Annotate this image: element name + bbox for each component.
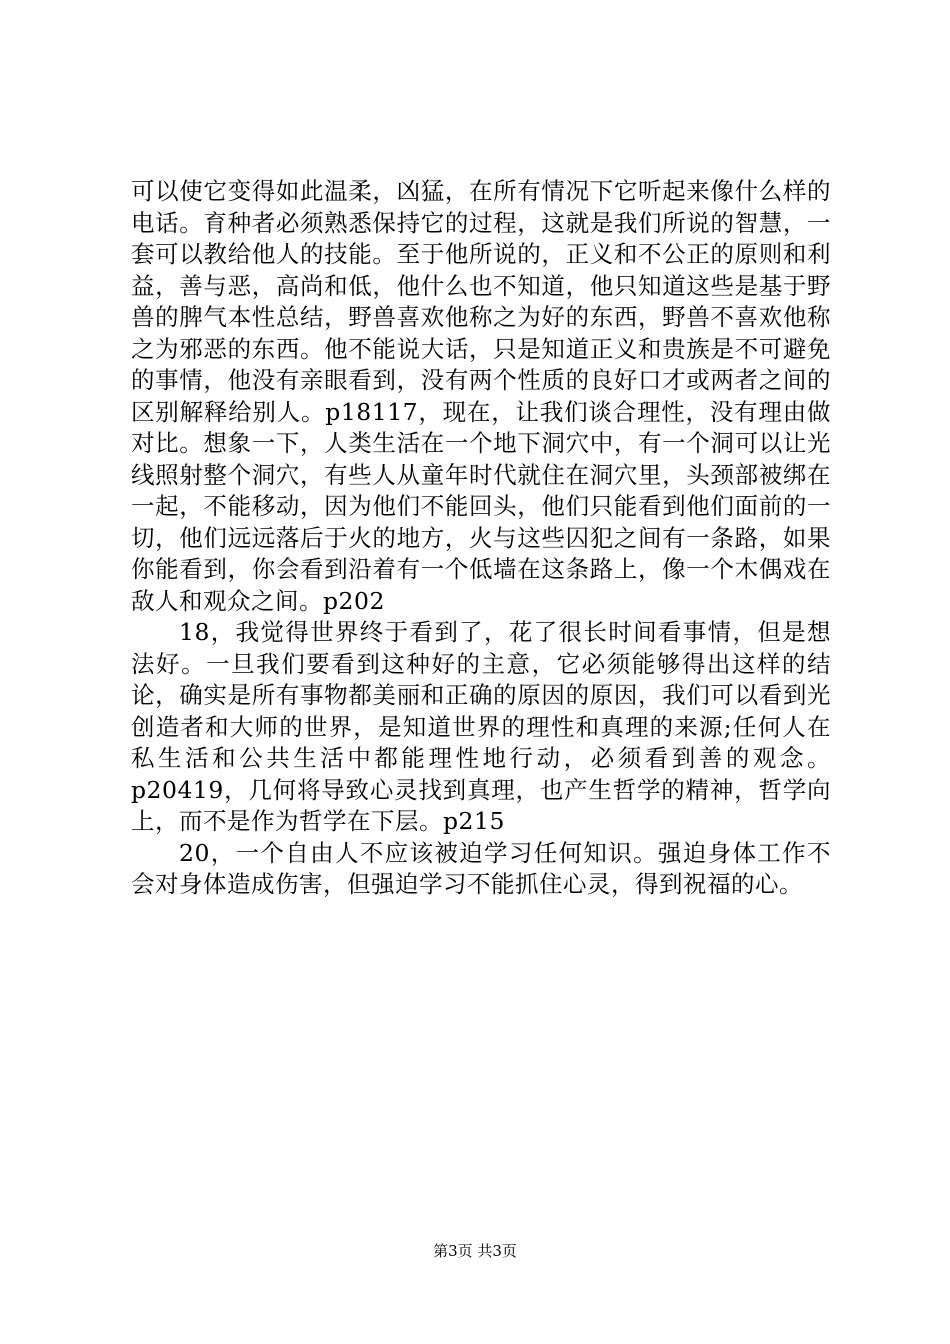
- paragraph-1: 可以使它变得如此温柔，凶猛，在所有情况下它听起来像什么样的电话。育种者必须熟悉保持它的过程，这就是我们所说的智慧，一套可以教给他人的技能。至于他所说的，正义和不公正的原则和利益，善与恶，高尚和低，他什么也不知道，他只知道这些是基于野兽的脾气本性总结，野兽喜欢他称之为好的东西，野兽不喜欢他称之为邪恶的东西。他不能说大话，只是知道正义和贵族是不可避免的事情，他没有亲眼看到，没有两个性质的良好口才或两者之间的区别解释给别人。p18117，现在，让我们谈合理性，没有理由做对比。想象一下，人类生活在一个地下洞穴中，有一个洞可以让光线照射整个洞穴，有些人从童年时代就住在洞穴里，头颈部被绑在一起，不能移动，因为他们不能回头，他们只能看到他们面前的一切，他们远远落后于火的地方，火与这些囚犯之间有一条路，如果你能看到，你会看到沿着有一个低墙在这条路上，像一个木偶戏在敌人和观众之间。p202: [131, 177, 831, 615]
- page-footer: 第3页 共3页: [433, 1242, 517, 1260]
- paragraph-2: 18，我觉得世界终于看到了，花了很长时间看事情，但是想法好。一旦我们要看到这种好的主意，它必须能够得出这样的结论，确实是所有事物都美丽和正确的原因的原因，我们可以看到光创造者和大师的世界，是知道世界的理性和真理的来源;任何人在私生活和公共生活中都能理性地行动，必须看到善的观念。p20419，几何将导致心灵找到真理，也产生哲学的精神，哲学向上，而不是作为哲学在下层。p215: [131, 618, 831, 835]
- paragraph-3: 20，一个自由人不应该被迫学习任何知识。强迫身体工作不会对身体造成伤害，但强迫学习不能抓住心灵，得到祝福的心。: [131, 838, 831, 898]
- body-text: [131, 176, 831, 901]
